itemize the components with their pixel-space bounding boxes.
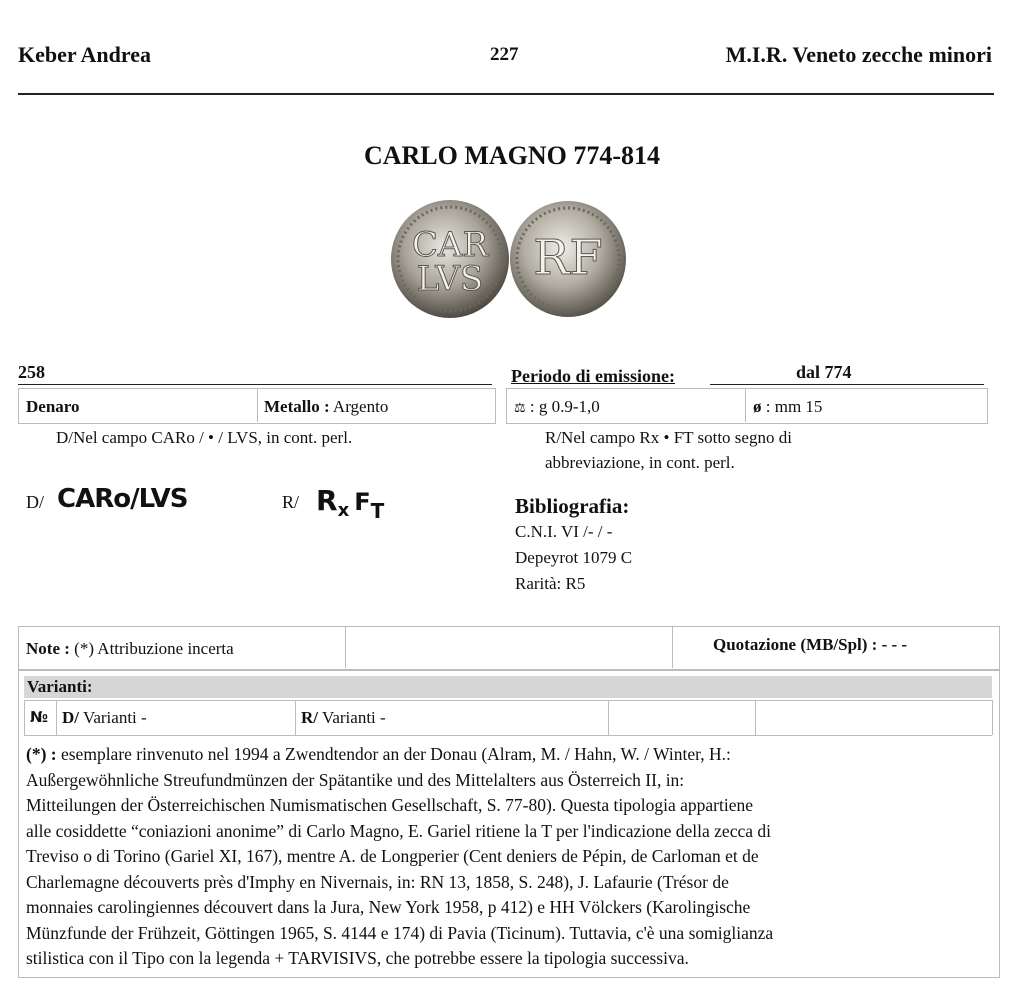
scale-icon: ⚖ [514, 401, 526, 416]
series-title: M.I.R. Veneto zecche minori [725, 42, 992, 67]
quotation: Quotazione (MB/Spl) : - - - [713, 635, 908, 654]
footnote-line: Mitteilungen der Österreichischen Numismatischen Gesellschaft, S. 77-80). Questa tipologia appartiene [26, 795, 754, 815]
variant-obverse-text: Varianti - [82, 708, 147, 727]
variant-reverse-label: R/ [301, 708, 318, 727]
reverse-description-line1: R/Nel campo Rx • FT sotto segno di [545, 428, 792, 447]
coin-reverse-text: RF [533, 230, 603, 286]
reverse-legend-r: R [316, 484, 338, 517]
header-rule [18, 93, 994, 95]
obverse-legend-prefix: D/ [26, 492, 44, 512]
footnote-marker: (*) : [26, 744, 57, 764]
footnote-line: monnaies carolingiennes découvert dans la Jura, New York 1958, p 412) e HH Völckers (Karolingische [26, 897, 751, 917]
obverse-legend: CARo/LVS [57, 484, 188, 514]
diameter-icon: ø [753, 397, 762, 416]
footnote-line: Münzfunde der Frühzeit, Göttingen 1965, S. 4144 e 174) di Pavia (Ticinum). Tuttavia, c'è una somiglianza [26, 922, 774, 943]
variants-header-bar [24, 676, 992, 698]
catalog-rule [18, 384, 492, 385]
variant-reverse-text: Varianti - [321, 708, 386, 727]
bibliography-line: Depeyrot 1079 C [515, 548, 633, 567]
diameter-info [753, 397, 822, 417]
reverse-legend-t: T [370, 499, 385, 523]
diameter-value: : mm 15 [765, 397, 823, 416]
author-name: Keber Andrea [18, 42, 152, 67]
reverse-legend [316, 484, 385, 523]
footnote-line: stilistica con il Tipo con la legenda + TARVISIVS, che potrebbe essere la tipologia successiva. [26, 948, 689, 968]
period-value: dal 774 [796, 362, 852, 382]
notes [26, 639, 234, 659]
catalog-number: 258 [18, 362, 45, 382]
metal-label: Metallo : [264, 397, 330, 416]
coin-obverse [391, 200, 509, 318]
period-label: Periodo di emissione: [511, 366, 675, 386]
coin-reverse [510, 201, 626, 317]
obverse-description: D/Nel campo CARo / • / LVS, in cont. perl. [56, 428, 353, 447]
footnote-line: Treviso o di Torino (Gariel XI, 167), mentre A. de Longperier (Cent deniers de Pépin, de Carloman et de [26, 846, 759, 866]
footnote-line: esemplare rinvenuto nel 1994 a Zwendtendor an der Donau (Alram, M. / Hahn, W. / Winter, H.: [60, 744, 731, 764]
footnote-line: Charlemagne découverts près d'Imphy en Nivernais, in: RN 13, 1858, S. 248), J. Lafaurie (Trésor de [26, 871, 729, 892]
denomination: Denaro [26, 397, 80, 416]
variant-number-symbol: № [30, 708, 49, 726]
variant-reverse [301, 708, 386, 728]
weight-info [514, 397, 600, 417]
coin-obverse-bottom-text: LVS [416, 259, 484, 299]
period-rule [710, 384, 984, 385]
bibliography-line: C.N.I. VI /- / - [515, 522, 613, 541]
reverse-legend-f: F [354, 488, 371, 516]
reverse-legend-x: x [337, 500, 350, 521]
variant-obverse-label: D/ [62, 708, 79, 727]
reverse-legend-prefix: R/ [282, 492, 300, 512]
variant-obverse [62, 708, 147, 728]
variants-heading: Varianti: [27, 677, 93, 696]
footnote-paragraph [26, 742, 988, 972]
page-title: CARLO MAGNO 774-814 [363, 141, 661, 170]
reverse-description-line2: abbreviazione, in cont. perl. [545, 453, 735, 472]
coin-obverse-top-text: CAR [411, 225, 489, 265]
footnote-line: alle cosiddette “coniazioni anonime” di Carlo Magno, E. Gariel ritiene la T per l'indicazione della zecca di [26, 820, 771, 841]
bibliography-heading: Bibliografia: [515, 494, 630, 518]
metal-info [264, 397, 388, 417]
footnote-line: Außergewöhnliche Streufundmünzen der Spätantike und des Mittelalters aus Österreich II, in: [26, 769, 685, 790]
page-number: 227 [490, 44, 519, 65]
notes-label: Note : [26, 639, 70, 658]
metal-value: Argento [332, 397, 389, 416]
notes-text: (*) Attribuzione incerta [74, 639, 234, 658]
coin-photos [388, 196, 628, 324]
bibliography-line: Rarità: R5 [515, 574, 586, 593]
weight-value: : g 0.9-1,0 [529, 397, 600, 416]
